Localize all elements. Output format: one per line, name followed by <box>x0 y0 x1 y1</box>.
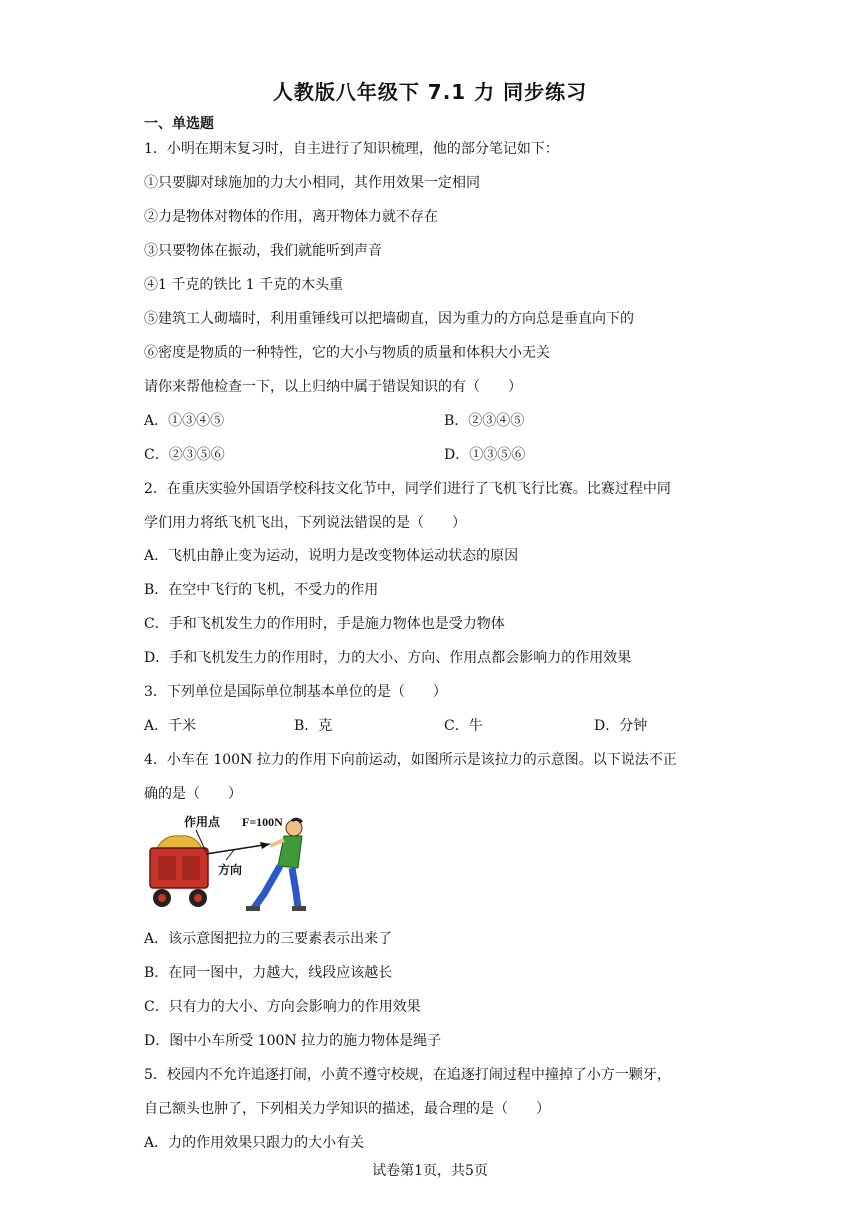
cart-wheel-hub <box>194 894 202 902</box>
person-head <box>286 820 302 836</box>
q5-option-a: A．力的作用效果只跟力的大小有关 <box>144 1135 365 1151</box>
q3-option-b: B．克 <box>294 718 333 734</box>
label-direction: 方向 <box>218 863 243 877</box>
person-shoe <box>246 906 260 911</box>
q1-note-4: ④1 千克的铁比 1 千克的木头重 <box>144 277 344 293</box>
pointer-line <box>226 850 234 860</box>
q1-option-b: B．②③④⑤ <box>444 413 525 429</box>
q3-option-c: C．牛 <box>444 718 483 734</box>
person-leg <box>254 866 280 908</box>
q1-option-d: D．①③⑤⑥ <box>444 447 526 463</box>
q4-option-d: D．图中小车所受 100N 拉力的施力物体是绳子 <box>144 1033 442 1049</box>
label-point: 作用点 <box>184 815 221 829</box>
cart-panel <box>182 856 200 880</box>
q1-note-1: ①只要脚对球施加的力大小相同，其作用效果一定相同 <box>144 175 480 191</box>
q2-option-a: A．飞机由静止变为运动，说明力是改变物体运动状态的原因 <box>144 548 519 564</box>
q4-option-a: A．该示意图把拉力的三要素表示出来了 <box>144 931 393 947</box>
cart-panel <box>158 856 176 880</box>
q4-stem-line: 4．小车在 100N 拉力的作用下向前运动，如图所示是该拉力的示意图。以下说法不正 <box>144 752 677 768</box>
q1-note-6: ⑥密度是物质的一种特性，它的大小与物质的质量和体积大小无关 <box>144 345 550 361</box>
page-title: 人教版八年级下 7.1 力 同步练习 <box>272 80 588 104</box>
q4-option-b: B．在同一图中，力越大，线段应该越长 <box>144 965 393 981</box>
q2-option-c: C．手和飞机发生力的作用时，手是施力物体也是受力物体 <box>144 616 505 632</box>
force-line <box>206 844 270 854</box>
q2-option-d: D．手和飞机发生力的作用时，力的大小、方向、作用点都会影响力的作用效果 <box>144 650 632 666</box>
q5-stem-line: 自己额头也肿了，下列相关力学知识的描述，最合理的是（ ） <box>144 1101 550 1117</box>
q3-stem-line: 3．下列单位是国际单位制基本单位的是（ ） <box>144 684 447 700</box>
q1-option-c: C．②③⑤⑥ <box>144 447 225 463</box>
person-leg <box>292 868 298 908</box>
q1-note-3: ③只要物体在振动，我们就能听到声音 <box>144 243 382 259</box>
section-heading: 一、单选题 <box>144 116 214 132</box>
q5-stem-line: 5．校园内不允许追逐打闹，小黄不遵守校规，在追逐打闹过程中撞掉了小方一颗牙， <box>144 1067 671 1083</box>
q1-stem-line: 1．小明在期末复习时，自主进行了知识梳理，他的部分笔记如下： <box>144 141 559 157</box>
q4-stem-line: 确的是（ ） <box>144 786 242 802</box>
cart-pull-figure <box>146 812 318 916</box>
q3-option-d: D．分钟 <box>594 718 648 734</box>
q2-stem-line: 2．在重庆实验外国语学校科技文化节中，同学们进行了飞机飞行比赛。比赛过程中同 <box>144 481 671 497</box>
cart-pull-illustration <box>146 812 318 916</box>
q2-option-b: B．在空中飞行的飞机，不受力的作用 <box>144 582 379 598</box>
q1-option-a: A．①③④⑤ <box>144 413 225 429</box>
q2-stem-line: 学们用力将纸飞机飞出，下列说法错误的是（ ） <box>144 515 466 531</box>
person-shoe <box>292 906 306 911</box>
cart-wheel-hub <box>158 894 166 902</box>
q3-option-a: A．千米 <box>144 718 197 734</box>
q1-note-5: ⑤建筑工人砌墙时，利用重锤线可以把墙砌直，因为重力的方向总是垂直向下的 <box>144 311 634 327</box>
q4-option-c: C．只有力的大小、方向会影响力的作用效果 <box>144 999 421 1015</box>
page-footer: 试卷第1页，共5页 <box>372 1163 488 1179</box>
q1-note-2: ②力是物体对物体的作用，离开物体力就不存在 <box>144 209 438 225</box>
label-force: F=100N <box>242 815 283 829</box>
q1-prompt: 请你来帮他检查一下，以上归纳中属于错误知识的有（ ） <box>144 379 522 395</box>
force-arrowhead <box>260 842 270 849</box>
